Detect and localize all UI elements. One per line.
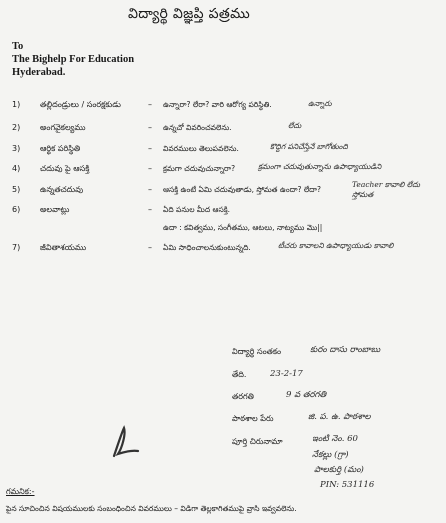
row-question: ఏది పనుల మీద ఆసక్తి.	[163, 205, 231, 214]
row-question: ఏమి సాధించాలనుకుంటున్నది.	[163, 243, 251, 252]
row-dash: –	[148, 123, 152, 132]
row-question: ఆసక్తి ఉంటే ఏమి చదువుతాడు, స్తోమత ఉందా? లేదా?	[163, 185, 321, 194]
row-dash: –	[148, 185, 152, 194]
row-question: క్రమగా చదువుచున్నారా?	[163, 164, 236, 173]
student-signature-value: కురం దాసు రాంబాబు	[310, 345, 381, 355]
row-label: చదువు పై ఆసక్తి	[40, 164, 90, 173]
row-number: 5)	[12, 185, 21, 194]
row-label: తల్లిదండ్రులు / సంరక్షకుడు	[40, 100, 121, 109]
date-label: తేది.	[232, 370, 247, 379]
class-label: తరగతి	[232, 392, 254, 401]
row-number: 7)	[12, 243, 21, 252]
row-example: ఉదా : కవిత్వము, సంగీతము, ఆటలు, నాట్యము మొ||	[163, 223, 323, 232]
row-answer: Teacher కావాలి లేదు స్తోమత	[352, 180, 420, 199]
school-name-value: జి. ప. ఉ. పాఠశాల	[308, 412, 371, 422]
row-label: జీవితాశయము	[40, 243, 87, 252]
row-dash: –	[148, 100, 152, 109]
school-name-label: పాఠశాల పేరు	[232, 414, 274, 423]
address-mandal: పాలకుర్తి (మం)	[314, 465, 364, 475]
row-number: 4)	[12, 164, 21, 173]
row-label: అలవాట్లు	[40, 205, 70, 214]
row-number: 6)	[12, 205, 21, 214]
student-signature-label: విద్యార్థి సంతకం	[232, 347, 282, 356]
row-answer: క్రమంగా చదువుతున్నాను ఉపాధ్యాయుడిని	[258, 162, 382, 171]
page-title: విద్యార్థి విజ్ఞప్తి పత్రము	[128, 6, 251, 22]
row-answer: లేదు	[288, 121, 302, 130]
row-answer: ఉన్నారు	[308, 99, 332, 108]
row-number: 1)	[12, 100, 21, 109]
row-dash: –	[148, 164, 152, 173]
note-title: గమనిక:-	[6, 487, 35, 496]
address-block	[12, 40, 134, 79]
address-label: పూర్తి చిరునామా	[232, 437, 283, 446]
address-line2: Hyderabad.	[12, 67, 66, 78]
row-dash: –	[148, 243, 152, 252]
row-dash: –	[148, 205, 152, 214]
address-value: ఇంటి నెం. 60	[312, 434, 358, 444]
class-value: 9 వ తరగతి	[286, 390, 327, 400]
row-label: అంగవైకల్యము	[40, 123, 86, 132]
scribble-mark	[108, 424, 148, 460]
address-line1: The Bighelp For Education	[12, 54, 135, 65]
row-question: ఉన్నారా? లేరా? వారి ఆరోగ్య పరిస్థితి.	[163, 100, 272, 109]
row-dash: –	[148, 144, 152, 153]
row-number: 2)	[12, 123, 21, 132]
row-question: వివరములు తెలుపవలెను.	[163, 144, 239, 153]
row-number: 3)	[12, 144, 21, 153]
note-text: పైన సూచించిన విషయములకు సంబంధించిన వివరములు – విడిగా తెల్లకాగితముపై వ్రాసి ఇవ్వవలెను.	[6, 504, 297, 513]
address-to: To	[12, 41, 24, 52]
row-label: ఆర్థిక పరిస్థితి	[40, 144, 81, 153]
address-pin: PIN: 531116	[320, 480, 375, 490]
address-village: నేకల్లు (గ్రా)	[312, 450, 349, 460]
row-label: ఉన్నతచదువు	[40, 185, 84, 194]
row-answer: కొద్దిగ పనిచేస్తేనే బాగోతుంది	[270, 142, 348, 151]
date-value: 23-2-17	[270, 369, 303, 379]
row-answer: టీచరు కావాలని ఉపాధ్యాయుడు కావాలి	[278, 241, 394, 250]
row-question: ఉన్నచో వివరించవలెను.	[163, 123, 232, 132]
